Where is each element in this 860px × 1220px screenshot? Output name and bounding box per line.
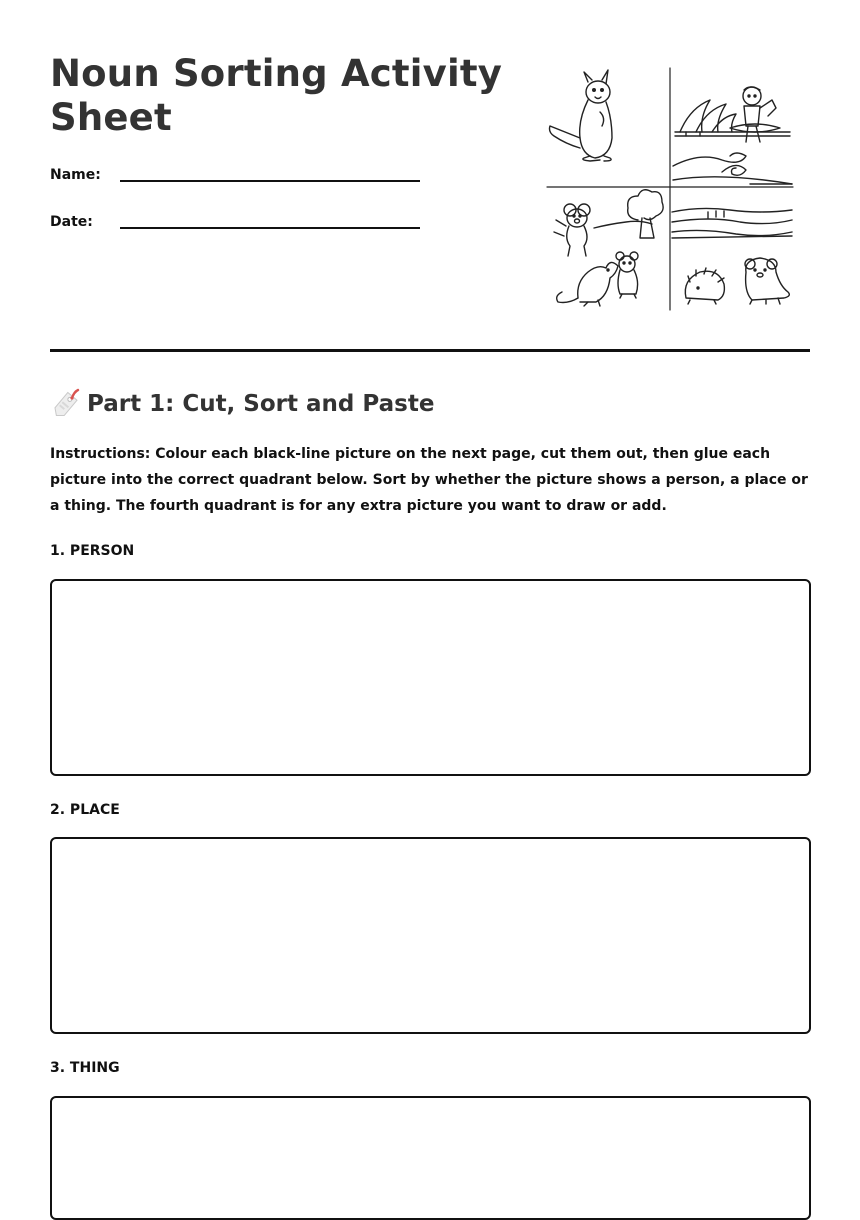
tree-drawing — [628, 190, 663, 238]
instructions-text: Instructions: Colour each black-line picture on the next page, cut them out, then glue each picture into the correct quadrant below. Sort by whether the picture shows a person, a place or a thing. The fourth quadrant is for any extra picture you want to draw or add. — [50, 446, 808, 514]
date-input-line[interactable] — [120, 227, 420, 229]
person-paste-box[interactable] — [50, 579, 811, 776]
place-label: 2. PLACE — [50, 802, 120, 818]
platypus-drawing — [557, 262, 618, 306]
name-label: Name: — [50, 167, 101, 183]
wave-drawing — [673, 153, 792, 184]
thing-paste-box[interactable] — [50, 1096, 811, 1220]
surfer-drawing — [730, 87, 780, 142]
label-tag-icon — [50, 388, 82, 420]
wombat-drawing — [745, 258, 789, 304]
australia-nouns-illustration — [540, 60, 802, 314]
part1-heading — [50, 388, 434, 420]
echidna-drawing — [685, 268, 724, 304]
page-title: Noun Sorting Activity Sheet — [50, 52, 503, 139]
koala-drawing — [554, 204, 652, 256]
date-label: Date: — [50, 214, 93, 230]
header-divider — [50, 349, 810, 352]
person-label: 1. PERSON — [50, 543, 135, 559]
thing-label: 3. THING — [50, 1060, 120, 1076]
date-field — [50, 213, 420, 243]
place-paste-box[interactable] — [50, 837, 811, 1034]
name-input-line[interactable] — [120, 180, 420, 182]
possum-drawing — [616, 252, 638, 298]
kangaroo-drawing — [550, 70, 613, 161]
part1-title: Part 1: Cut, Sort and Paste — [87, 391, 435, 417]
river-drawing — [672, 208, 792, 238]
name-field — [50, 166, 420, 196]
